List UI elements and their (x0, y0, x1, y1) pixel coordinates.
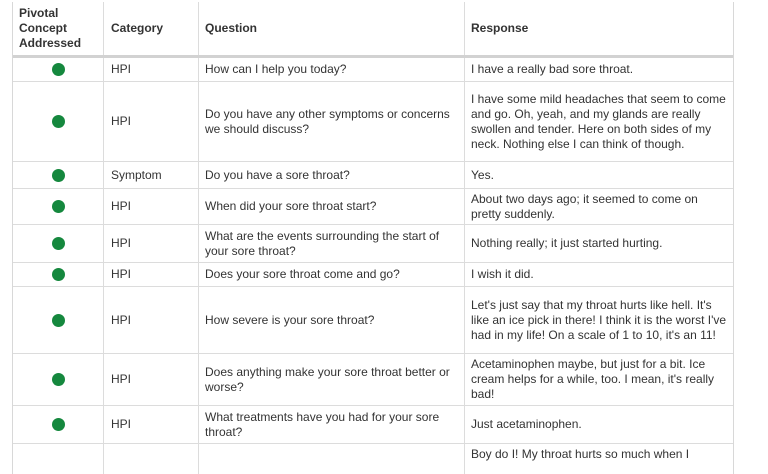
table-row (13, 444, 733, 474)
pivotal-cell (13, 406, 104, 443)
header-category: Category (104, 2, 199, 55)
addressed-dot-icon (52, 237, 65, 250)
addressed-dot-icon (52, 418, 65, 431)
interview-table (12, 2, 734, 474)
category-cell: HPI (104, 354, 199, 405)
question-cell: Does your sore throat come and go? (199, 263, 465, 286)
table-row (13, 58, 733, 82)
addressed-dot-icon (52, 373, 65, 386)
pivotal-cell (13, 287, 104, 353)
pivotal-cell (13, 225, 104, 262)
table-row (13, 406, 733, 444)
response-cell: Nothing really; it just started hurting. (471, 236, 663, 250)
table-row (13, 354, 733, 406)
category-cell: HPI (104, 58, 199, 81)
response-cell: I have some mild headaches that seem to come and go. Oh, yeah, and my glands are really swollen and tender. Here on both sides of my neck. Nothing else I can think of though. (471, 91, 726, 151)
response-cell: Boy do I! My throat hurts so much when I (471, 447, 690, 461)
question-cell: What treatments have you had for your sore throat? (199, 406, 465, 443)
response-cell: Let's just say that my throat hurts like hell. It's like an ice pick in there! I think it is the worst I've had in my life! On a scale of 1 to 10, it's an 11! (471, 297, 727, 342)
addressed-dot-icon (52, 63, 65, 76)
pivotal-cell (13, 82, 104, 161)
header-pivotal-concept: Pivotal Concept Addressed (13, 2, 104, 55)
response-cell: About two days ago; it seemed to come on pretty suddenly. (471, 191, 698, 221)
question-cell: Do you have any other symptoms or concerns we should discuss? (199, 82, 465, 161)
addressed-dot-icon (52, 314, 65, 327)
category-cell: HPI (104, 263, 199, 286)
pivotal-cell (13, 444, 104, 474)
category-cell: HPI (104, 189, 199, 224)
pivotal-cell (13, 58, 104, 81)
question-cell: How can I help you today? (199, 58, 465, 81)
question-cell: When did your sore throat start? (199, 189, 465, 224)
addressed-dot-icon (52, 115, 65, 128)
table-row (13, 225, 733, 263)
question-cell: What are the events surrounding the start of your sore throat? (199, 225, 465, 262)
table-row (13, 189, 733, 225)
response-cell: Just acetaminophen. (471, 417, 582, 431)
addressed-dot-icon (52, 268, 65, 281)
pivotal-cell (13, 263, 104, 286)
category-cell: HPI (104, 225, 199, 262)
category-cell: Symptom (104, 162, 199, 188)
question-cell: How severe is your sore throat? (199, 287, 465, 353)
table-row (13, 263, 733, 287)
pivotal-cell (13, 189, 104, 224)
question-cell: Do you have a sore throat? (199, 162, 465, 188)
table-row (13, 162, 733, 189)
category-cell: HPI (104, 406, 199, 443)
addressed-dot-icon (52, 200, 65, 213)
pivotal-cell (13, 162, 104, 188)
table-header (13, 2, 733, 58)
table-row (13, 287, 733, 354)
category-cell: HPI (104, 82, 199, 161)
question-cell (199, 444, 465, 474)
category-cell (104, 444, 199, 474)
table-row (13, 82, 733, 162)
question-cell: Does anything make your sore throat better or worse? (199, 354, 465, 405)
category-cell: HPI (104, 287, 199, 353)
response-cell: Yes. (471, 167, 494, 182)
header-response: Response (471, 21, 529, 35)
pivotal-cell (13, 354, 104, 405)
response-cell: I have a really bad sore throat. (471, 62, 634, 76)
addressed-dot-icon (52, 169, 65, 182)
header-question: Question (199, 2, 465, 55)
response-cell: I wish it did. (471, 267, 534, 281)
response-cell: Acetaminophen maybe, but just for a bit. Ice cream helps for a while, too. I mean, it's really bad! (471, 357, 715, 401)
